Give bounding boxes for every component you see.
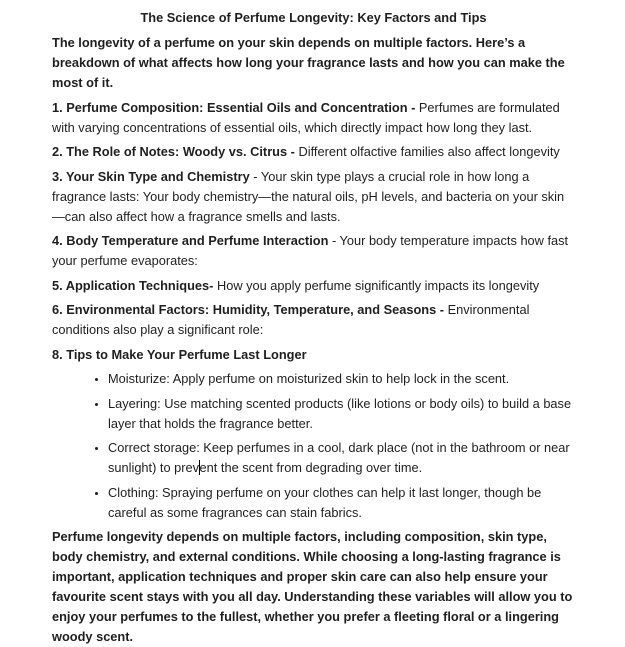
section-heading: 5. Application Techniques- bbox=[52, 277, 214, 293]
section-paragraph-3[interactable] bbox=[52, 167, 575, 227]
section-heading: 8. Tips to Make Your Perfume Last Longer bbox=[52, 346, 307, 362]
conclusion-paragraph[interactable]: Perfume longevity depends on multiple factors, including composition, skin type, body chemistry, and external conditions. While choosing a long-lasting fragrance is important, application techniques and proper skin care can also help ensure your favourite scent stays with you all day. Understanding these variables will allow you to enjoy your perfumes to the fullest, whether you prefer a fleeting floral or a lingering woody scent. bbox=[52, 529, 573, 644]
section-body: Different olfactive families also affect longevity bbox=[294, 144, 560, 159]
section-heading: 3. Your Skin Type and Chemistry bbox=[52, 168, 250, 184]
section-paragraph-2[interactable] bbox=[52, 142, 575, 162]
section-body: Environmental conditions also play a significant role: bbox=[52, 302, 530, 337]
tip-text: Moisturize: Apply perfume on moisturized skin to help lock in the scent. bbox=[108, 371, 510, 386]
section-body: How you apply perfume significantly impacts its longevity bbox=[213, 277, 540, 293]
section-paragraph-5[interactable] bbox=[52, 276, 575, 296]
tip-item-moisturize[interactable] bbox=[108, 369, 575, 389]
tip-item-correct-storage[interactable] bbox=[108, 438, 575, 478]
tip-text: Layering: Use matching scented products (like lotions or body oils) to build a base layer that holds the fragrance better. bbox=[108, 395, 572, 431]
tip-text: Clothing: Spraying perfume on your clothes can help it last longer, though be careful as some fragrances can stain fabrics. bbox=[108, 484, 542, 520]
tip-text-after-caret: ent the scent from degrading over time. bbox=[199, 460, 423, 475]
section-body: - Your skin type plays a crucial role in how long a fragrance lasts: Your body chemistry—the natural oils, pH levels, and bacteria on your skin—can also affect how a fragrance smells and lasts. bbox=[52, 168, 565, 224]
section-heading: 1. Perfume Composition: Essential Oils and Concentration - bbox=[52, 99, 416, 115]
tips-list bbox=[52, 369, 575, 523]
tip-text-before-caret: Correct storage: Keep perfumes in a cool, dark place (not in the bathroom or near sunlight) to prev bbox=[108, 440, 570, 475]
document-title[interactable]: The Science of Perfume Longevity: Key Factors and Tips bbox=[140, 10, 487, 25]
section-paragraph-7[interactable] bbox=[52, 345, 575, 365]
tip-item-layering[interactable] bbox=[108, 394, 575, 434]
section-body: - Your body temperature impacts how fast your perfume evaporates: bbox=[52, 233, 569, 268]
section-heading: 4. Body Temperature and Perfume Interaction bbox=[52, 233, 329, 248]
section-paragraph-6[interactable] bbox=[52, 300, 575, 340]
section-paragraph-1[interactable] bbox=[52, 98, 575, 138]
section-heading: 2. The Role of Notes: Woody vs. Citrus - bbox=[52, 144, 295, 159]
section-heading: 6. Environmental Factors: Humidity, Temperature, and Seasons - bbox=[52, 302, 445, 317]
tip-item-clothing[interactable] bbox=[108, 483, 575, 523]
section-body: Perfumes are formulated with varying concentrations of essential oils, which directly impact how long they last. bbox=[52, 99, 560, 135]
intro-paragraph[interactable]: The longevity of a perfume on your skin depends on multiple factors. Here’s a breakdown of what affects how long your fragrance lasts and how you can make the most of it. bbox=[52, 35, 565, 90]
section-paragraph-4[interactable] bbox=[52, 231, 575, 271]
